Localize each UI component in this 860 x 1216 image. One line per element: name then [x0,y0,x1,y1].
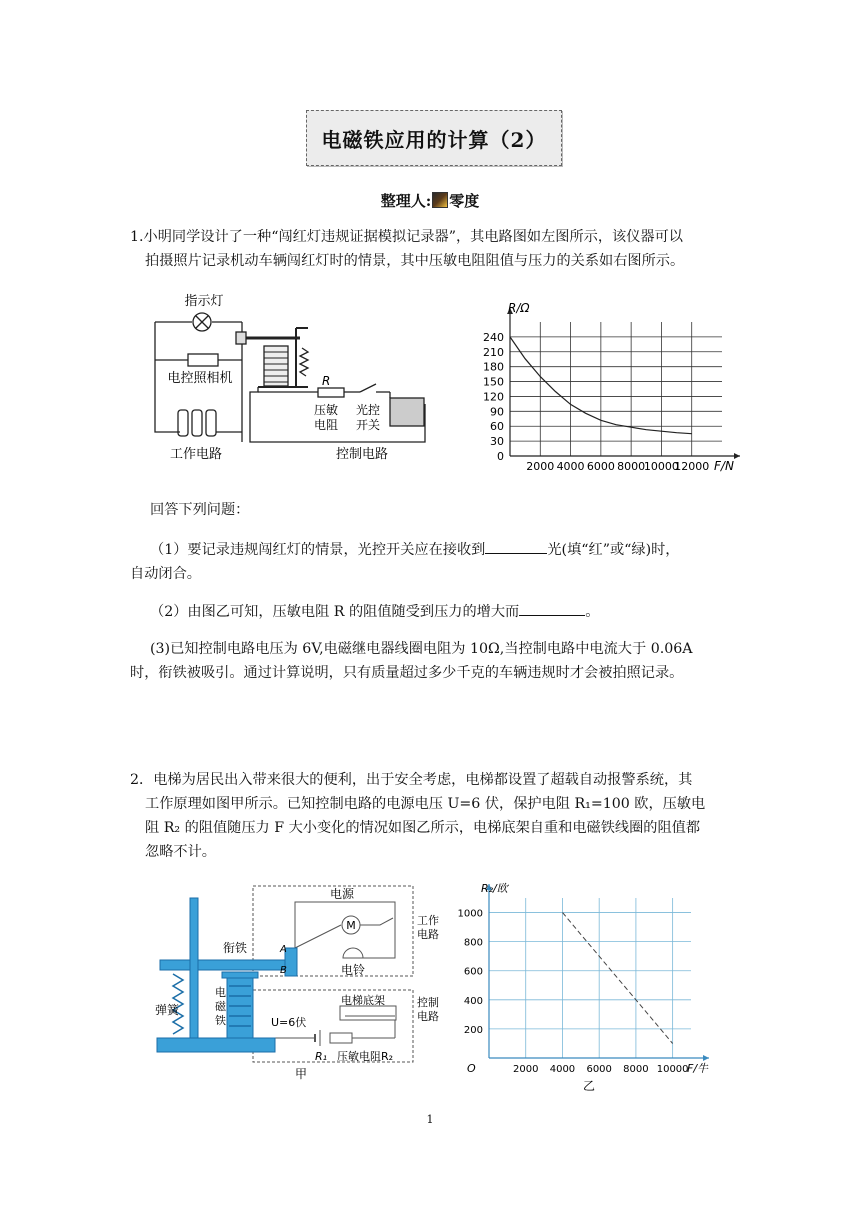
control-circuit-label: 控制电路 [335,447,389,462]
avatar-icon [432,192,448,208]
r2-label: 压敏电阻R₂ [337,1050,394,1063]
sub1-text-a: （1）要记录违规闯红灯的情景，光控开关应在接收到 [150,542,486,558]
sub-question-2 [150,600,770,624]
bell-label: 电铃 [341,963,366,977]
answer-blank-1[interactable] [485,539,547,554]
figure-a-label: 甲 [295,1067,308,1081]
sub3-line2: 时，衔铁被吸引。通过计算说明，只有质量超过多少千克的车辆违规时才会被拍照记录。 [130,665,684,681]
switch-name-1: 光控 [355,403,381,417]
q2-line3: 阻 R₂ 的阻值随压力 F 大小变化的情况如图乙所示，电梯底架自重和电磁铁线圈的阻值都 [145,820,701,836]
y-tick-label: 150 [483,375,504,389]
r-name-2: 电阻 [313,418,339,432]
switch-name-2: 开关 [355,418,381,432]
x-tick-label: 2000 [526,460,555,473]
x-tick-label: 6000 [586,460,615,473]
chart1-ylabel: R/Ω [508,301,530,315]
q1-line2: 拍摄照片记录机动车辆闯红灯时的情景，其中压敏电阻阻值与压力的关系如右图所示。 [145,253,685,269]
y-tick-label: 30 [490,435,504,449]
author-label: 整理人: [380,192,432,210]
q1-chart [468,296,743,476]
q1-circuit-diagram [150,292,440,462]
magnet-label-1: 电 [215,986,226,999]
y-tick-label: 200 [463,1024,483,1036]
page-title: 电磁铁应用的计算（2） [321,127,547,152]
chart2-origin: O [467,1062,476,1075]
chart1-xlabel: F/N [714,459,734,473]
x-axis-arrow [703,1055,709,1061]
y-tick-label: 0 [497,450,504,463]
q2-line1: 2．电梯为居民出入带来很大的便利，出于安全考虑，电梯都设置了超载自动报警系统，其 [130,772,693,788]
sub3-line1: (3)已知控制电路电压为 6V,电磁继电器线圈电阻为 10Ω,当控制电路中电流大于 0.06A [150,641,693,657]
y-tick-label: 400 [463,995,483,1007]
chart2-xlabel: F/牛 [687,1062,709,1075]
x-tick-label: 10000 [656,1064,689,1075]
q2-chart [455,876,730,1096]
sub2-text-b: 。 [585,604,600,620]
sub1-text-c: 自动闭合。 [130,566,201,582]
sub-question-1 [150,538,770,562]
chart2-grid [486,884,709,1061]
r1-label: R₁ [315,1050,328,1063]
spring-label: 弹簧 [155,1003,180,1017]
x-tick-label: 4000 [556,460,585,473]
chart2-figure-label: 乙 [583,1079,596,1093]
y-tick-label: 60 [490,420,504,434]
power-label: 电源 [330,887,355,901]
y-tick-label: 120 [483,390,504,404]
y-tick-label: 90 [490,405,504,419]
sub1-text-b: 光(填“红”或“绿)时， [547,542,680,558]
x-axis-arrow [734,453,740,459]
motor-label: M [346,919,356,932]
contact-b-label: B [280,965,287,976]
r-name-1: 压敏 [313,403,339,417]
answer-intro: 回答下列问题： [150,502,250,518]
author-line [0,190,860,211]
title-box [306,110,562,166]
control-label-2: 电路 [417,1010,439,1023]
magnet-label-2: 磁 [215,1000,226,1013]
sub2-text-a: （2）由图乙可知，压敏电阻 R 的阻值随受到压力的增大而 [150,604,520,620]
q1-line1: 1.小明同学设计了一种“闯红灯违规证据模拟记录器”，其电路图如左图所示，该仪器可以 [130,229,683,245]
chart1-grid [507,308,740,459]
camera-label: 电控照相机 [167,371,233,386]
r-label: R [322,374,331,388]
page-number: 1 [426,1113,434,1126]
x-tick-label: 10000 [643,460,679,473]
chart1-ticks [483,331,709,473]
magnet-label-3: 铁 [215,1014,226,1027]
control-label-1: 控制 [417,996,439,1009]
x-tick-label: 6000 [586,1064,612,1075]
chart2-ticks [458,909,689,1075]
work-label-2: 电路 [417,928,439,941]
x-tick-label: 8000 [617,460,646,473]
x-tick-label: 4000 [549,1064,576,1075]
work-label-1: 工作 [417,914,439,927]
x-tick-label: 2000 [513,1064,539,1075]
chart2-ylabel: R₂/欧 [481,882,508,895]
y-tick-label: 240 [483,330,504,344]
x-tick-label: 12000 [674,460,710,473]
contact-a-label: A [280,944,287,955]
y-tick-label: 800 [463,937,483,949]
q2-line2: 工作原理如图甲所示。已知控制电路的电源电压 U=6 伏，保护电阻 R₁=100 欧，压敏电 [145,796,706,812]
work-circuit-label: 工作电路 [169,447,223,462]
chart2-series-line [563,913,673,1044]
author-name: 零度 [449,192,480,210]
voltage-label: U=6伏 [271,1016,307,1029]
x-tick-label: 8000 [623,1064,649,1075]
y-tick-label: 600 [463,966,483,978]
y-tick-label: 180 [483,360,504,374]
lamp-label: 指示灯 [184,294,224,309]
y-tick-label: 210 [483,345,504,359]
armature-label: 衔铁 [223,941,248,955]
frame-label: 电梯底架 [341,994,385,1007]
q2-elevator-diagram [155,878,439,1083]
answer-blank-2[interactable] [519,601,585,616]
y-tick-label: 1000 [457,908,483,920]
q2-line4: 忽略不计。 [145,844,216,860]
